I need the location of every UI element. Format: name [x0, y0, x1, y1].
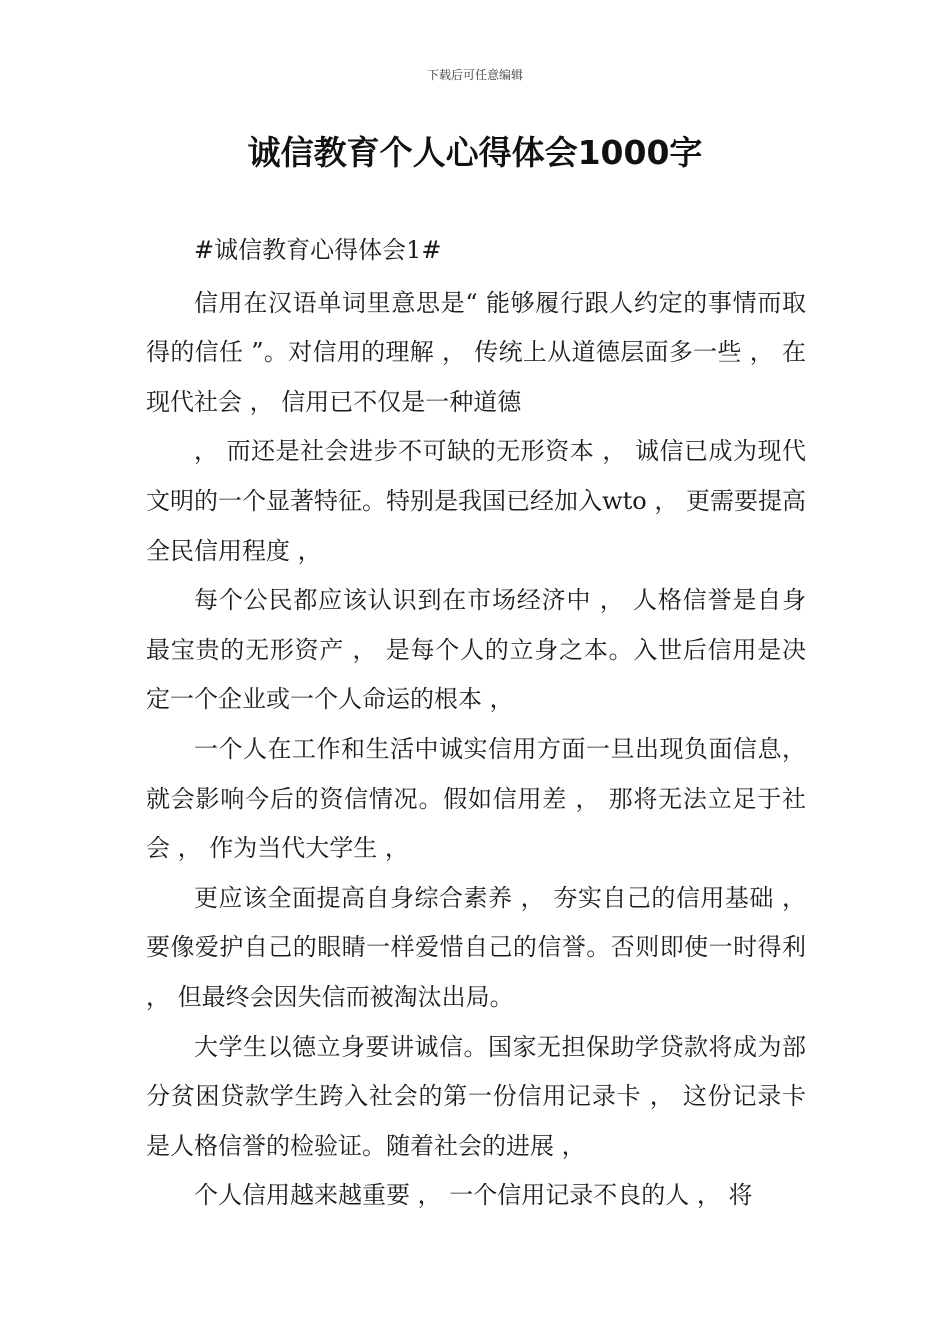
document-body	[146, 226, 806, 1221]
header-note: 下载后可任意编辑	[426, 68, 523, 82]
paragraph: 大学生以德立身要讲诚信。国家无担保助学贷款将成为部分贫困贷款学生跨入社会的第一份信用记录卡 ， 这份记录卡是人格信誉的检验证。随着社会的进展 ，	[146, 1032, 806, 1160]
section-heading: #诚信教育心得体会1#	[194, 236, 442, 264]
document-title: 诚信教育个人心得体会1000字	[247, 133, 703, 172]
paragraph: ， 而还是社会进步不可缺的无形资本 ， 诚信已成为现代文明的一个显著特征。特别是我国已经加入wto ， 更需要提高全民信用程度 ，	[146, 437, 806, 565]
paragraph: 每个公民都应该认识到在市场经济中 ， 人格信誉是自身最宝贵的无形资产 ， 是每个人的立身之本。入世后信用是决定一个企业或一个人命运的根本 ，	[146, 586, 806, 714]
paragraph: 个人信用越来越重要 ， 一个信用记录不良的人 ， 将	[194, 1181, 753, 1210]
paragraph: 更应该全面提高自身综合素养 ， 夯实自己的信用基础 ，要像爱护自己的眼睛一样爱惜自己的信誉。否则即使一时得利 ， 但最终会因失信而被淘汰出局。	[146, 883, 806, 1011]
paragraph: 信用在汉语单词里意思是“ 能够履行跟人约定的事情而取得的信任 ”。对信用的理解 ， 传统上从道德层面多一些 ， 在现代社会 ， 信用已不仅是一种道德	[146, 288, 806, 416]
paragraph: 一个人在工作和生活中诚实信用方面一旦出现负面信息，就会影响今后的资信情况。假如信用差 ， 那将无法立足于社会 ， 作为当代大学生 ，	[146, 734, 806, 863]
